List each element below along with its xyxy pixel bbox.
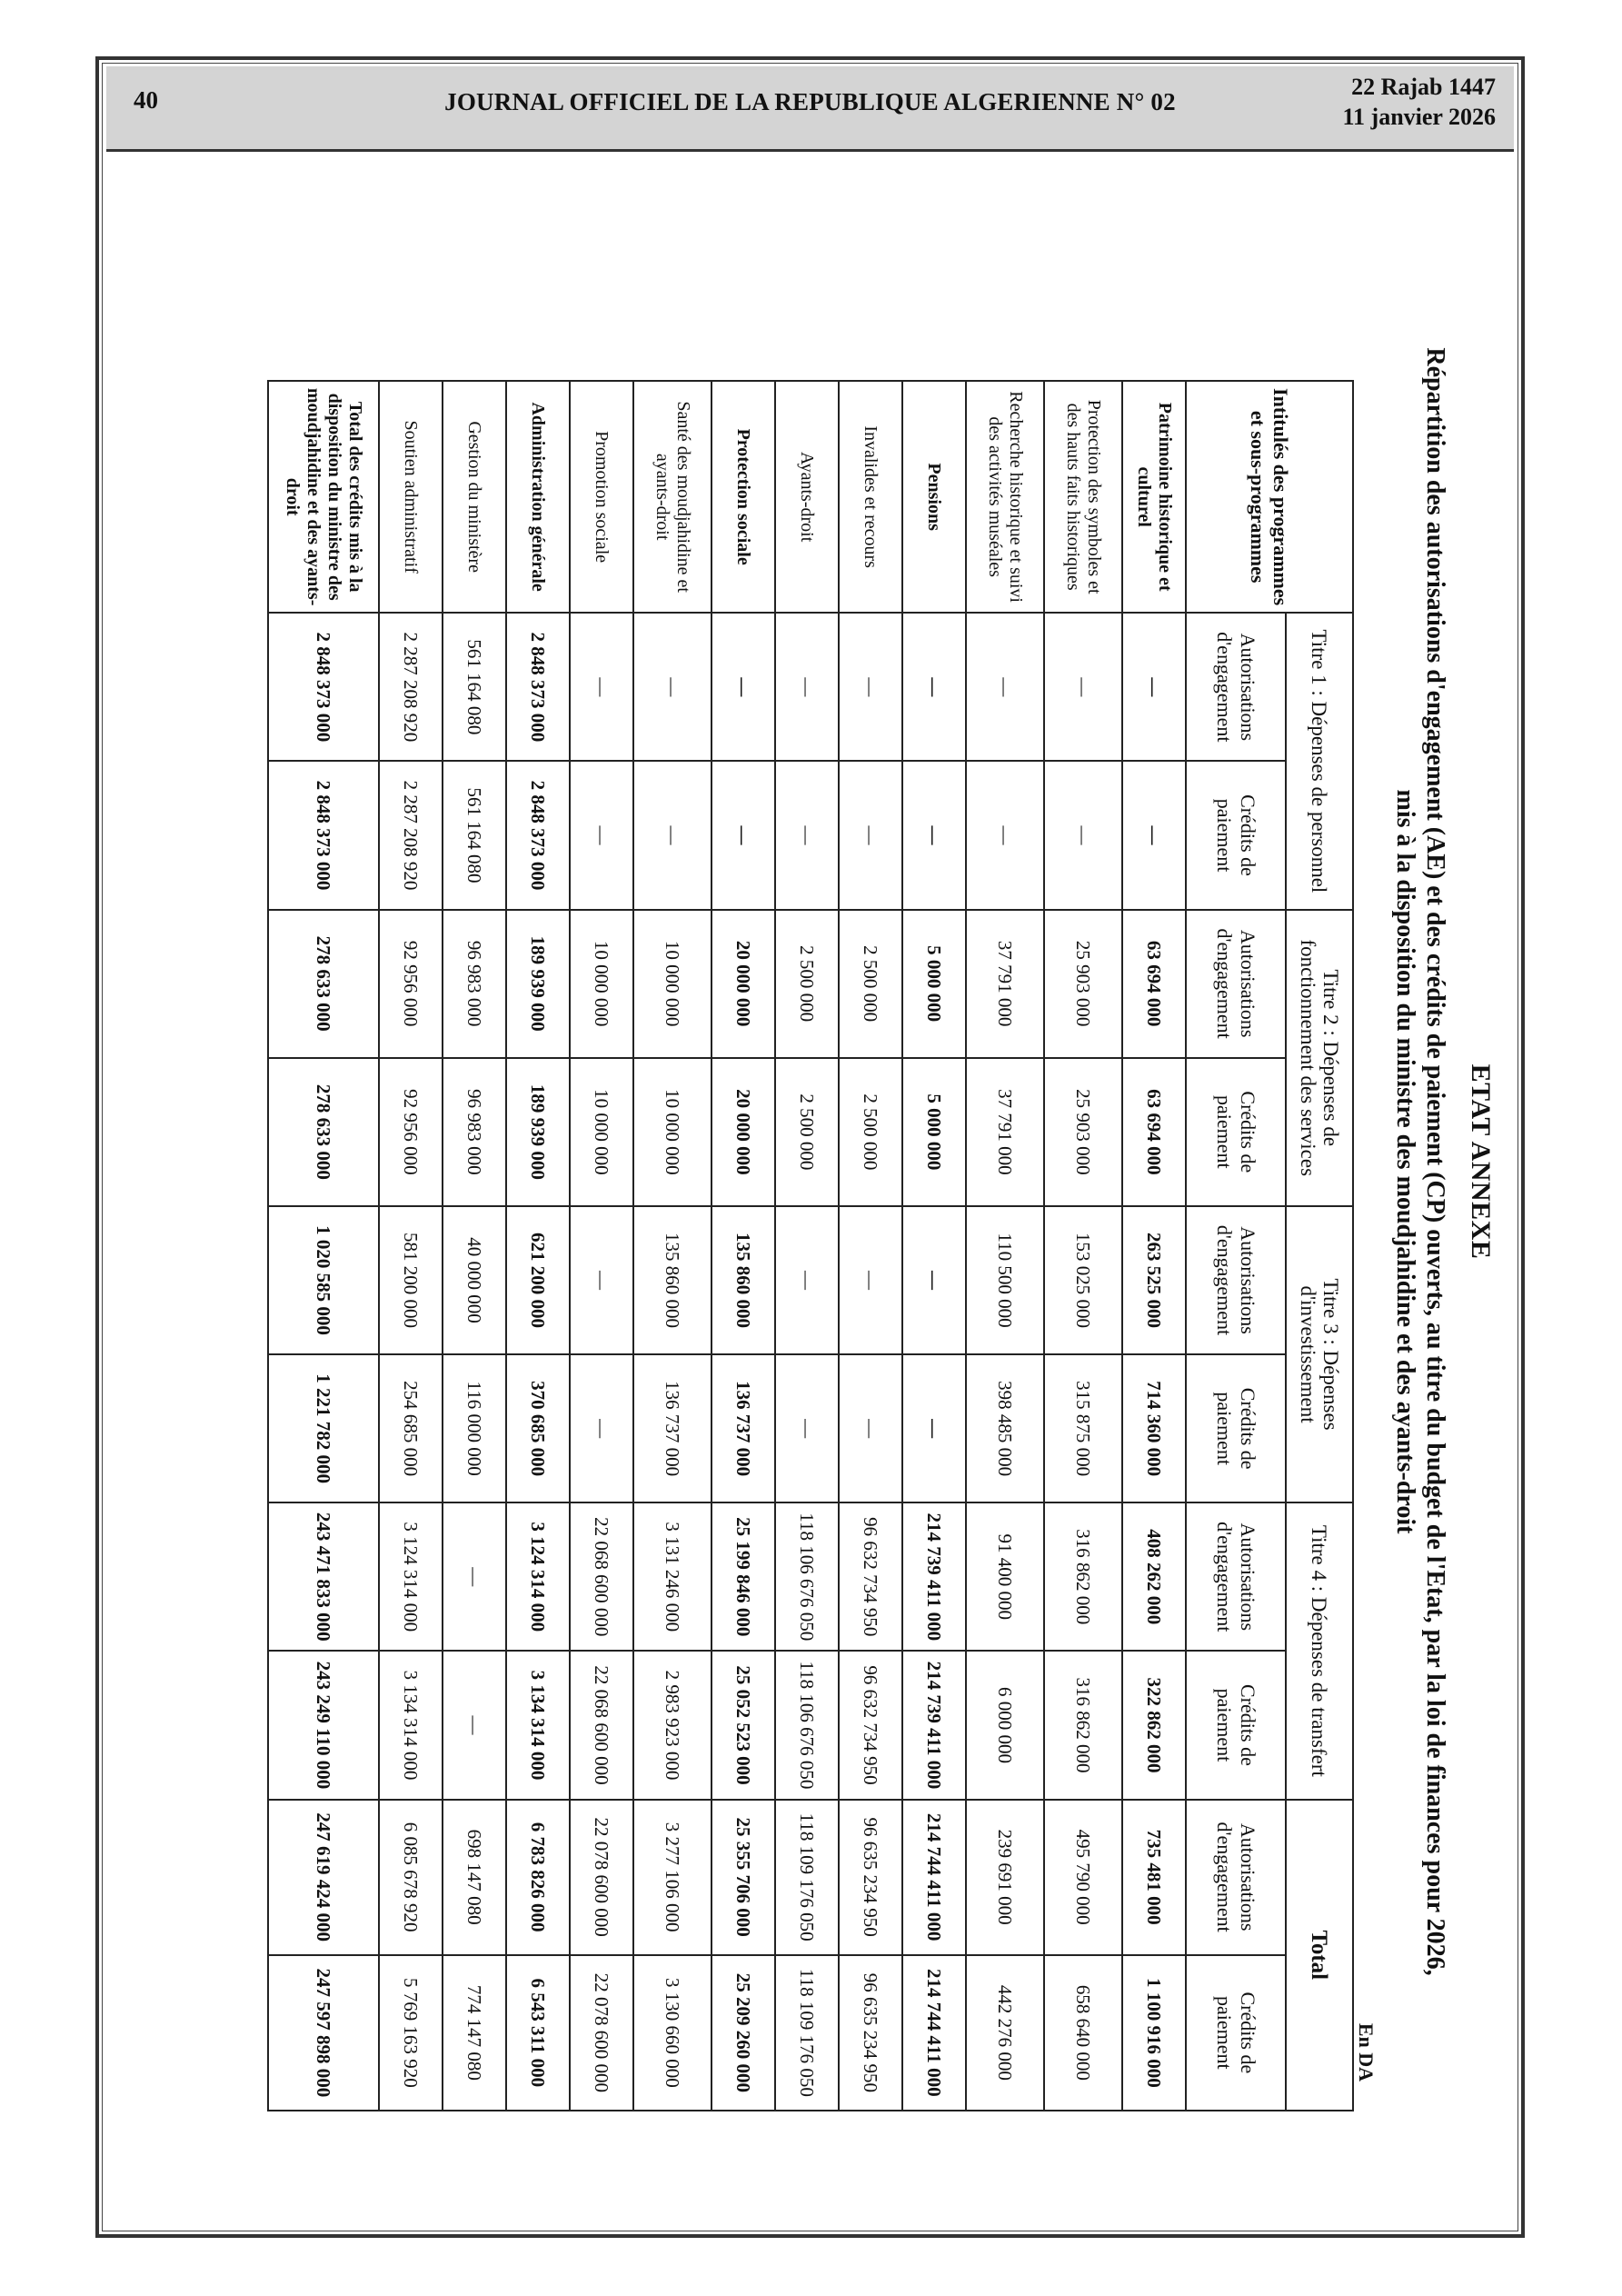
table-row (506, 381, 570, 2111)
cp-cell: 2 848 373 000 (268, 761, 379, 909)
ae-cell: 239 691 000 (966, 1800, 1044, 1955)
ae-cell: 408 262 000 (1122, 1502, 1186, 1651)
date-hijri: 22 Rajab 1447 (1351, 74, 1496, 100)
cp-cell: 3 134 314 000 (506, 1651, 570, 1799)
cp-cell: — (443, 1651, 506, 1799)
cp-cell: — (902, 761, 966, 909)
sub-header-cp: Crédits de paiement (1186, 1651, 1286, 1799)
ae-cell: 735 481 000 (1122, 1800, 1186, 1955)
cp-cell: 315 875 000 (1044, 1354, 1122, 1502)
ae-cell: 63 694 000 (1122, 910, 1186, 1058)
cp-cell: — (839, 761, 902, 909)
ae-cell: 3 131 246 000 (633, 1502, 711, 1651)
cp-cell: 1 221 782 000 (268, 1354, 379, 1502)
group-header-titre3: Titre 3 : Dépenses d'investissement (1286, 1206, 1353, 1502)
annex-title: ETAT ANNEXE (1466, 1063, 1496, 1260)
unit-label: En DA (1355, 2022, 1378, 2081)
cp-cell: 22 078 600 000 (570, 1955, 633, 2111)
cp-cell: 96 635 234 950 (839, 1955, 902, 2111)
cp-cell: 3 134 314 000 (379, 1651, 443, 1799)
ae-cell: 278 633 000 (268, 910, 379, 1058)
cp-cell: 92 956 000 (379, 1058, 443, 1206)
ae-cell: 5 000 000 (902, 910, 966, 1058)
ae-cell: 243 471 833 000 (268, 1502, 379, 1651)
ae-cell: 92 956 000 (379, 910, 443, 1058)
cp-cell: — (1044, 761, 1122, 909)
ae-cell: 3 124 314 000 (506, 1502, 570, 1651)
budget-table (267, 380, 1354, 2111)
table-row (379, 381, 443, 2111)
cp-cell: — (839, 1354, 902, 1502)
ae-cell: — (839, 1206, 902, 1354)
table-row (775, 381, 839, 2111)
cp-cell: 658 640 000 (1044, 1955, 1122, 2111)
ae-cell: 22 078 600 000 (570, 1800, 633, 1955)
ae-cell: — (633, 613, 711, 761)
cp-cell: 2 500 000 (839, 1058, 902, 1206)
cp-cell: — (570, 1354, 633, 1502)
ae-cell: 110 500 000 (966, 1206, 1044, 1354)
cp-cell: 316 862 000 (1044, 1651, 1122, 1799)
sub-header-cp: Crédits de paiement (1186, 761, 1286, 909)
cp-cell: 442 276 000 (966, 1955, 1044, 2111)
annex-subtitle (1390, 216, 1450, 2107)
sub-header-cp: Crédits de paiement (1186, 1354, 1286, 1502)
cp-cell: 214 744 411 000 (902, 1955, 966, 2111)
ae-cell: — (1122, 613, 1186, 761)
total-row (268, 381, 379, 2111)
cp-cell: — (570, 761, 633, 909)
cp-cell: 561 164 080 (443, 761, 506, 909)
cp-cell: — (1122, 761, 1186, 909)
cp-cell: — (633, 761, 711, 909)
cp-cell: — (966, 761, 1044, 909)
table-row (633, 381, 711, 2111)
ae-cell: 6 085 678 920 (379, 1800, 443, 1955)
table-row (711, 381, 775, 2111)
cp-cell: 10 000 000 (570, 1058, 633, 1206)
sub-header-ae: Autorisations d'engagement (1186, 910, 1286, 1058)
row-label: Protection sociale (711, 381, 775, 613)
ae-cell: 6 783 826 000 (506, 1800, 570, 1955)
journal-title: JOURNAL OFFICIEL DE LA REPUBLIQUE ALGERIENNE N° 02 (444, 88, 1176, 115)
ae-cell: 118 106 676 050 (775, 1502, 839, 1651)
cp-cell: 10 000 000 (633, 1058, 711, 1206)
cp-cell: 118 109 176 050 (775, 1955, 839, 2111)
cp-cell: 6 000 000 (966, 1651, 1044, 1799)
cp-cell: 322 862 000 (1122, 1651, 1186, 1799)
cp-cell: 20 000 000 (711, 1058, 775, 1206)
cp-cell: 22 068 600 000 (570, 1651, 633, 1799)
ae-cell: — (570, 1206, 633, 1354)
row-label: Total des crédits mis à la disposition du ministre des moudjahidine et des ayants-droit (268, 381, 379, 613)
cp-cell: 370 685 000 (506, 1354, 570, 1502)
row-label: Gestion du ministère (443, 381, 506, 613)
ae-cell: — (711, 613, 775, 761)
ae-cell: 698 147 080 (443, 1800, 506, 1955)
cp-cell: 2 983 923 000 (633, 1651, 711, 1799)
ae-cell: 495 790 000 (1044, 1800, 1122, 1955)
table-row (1122, 381, 1186, 2111)
ae-cell: 153 025 000 (1044, 1206, 1122, 1354)
sub-header-ae: Autorisations d'engagement (1186, 613, 1286, 761)
ae-cell: — (570, 613, 633, 761)
cp-cell: 254 685 000 (379, 1354, 443, 1502)
ae-cell: 561 164 080 (443, 613, 506, 761)
cp-cell: 214 739 411 000 (902, 1651, 966, 1799)
rotated-annex (171, 162, 1516, 2161)
page-header (106, 66, 1514, 152)
row-label: Pensions (902, 381, 966, 613)
group-header-total: Total (1286, 1800, 1353, 2111)
sub-header-ae: Autorisations d'engagement (1186, 1206, 1286, 1354)
ae-cell: 3 124 314 000 (379, 1502, 443, 1651)
cp-cell: 63 694 000 (1122, 1058, 1186, 1206)
table-row (1044, 381, 1122, 2111)
annex-subtitle-line2: mis à la disposition du ministre des moudjahidine et des ayants-droit (1391, 789, 1419, 1534)
row-label: Protection des symboles et des hauts faits historiques (1044, 381, 1122, 613)
cp-cell: 2 287 208 920 (379, 761, 443, 909)
ae-cell: 581 200 000 (379, 1206, 443, 1354)
sub-header-row (1186, 381, 1286, 2111)
table-row (966, 381, 1044, 2111)
ae-cell: — (902, 613, 966, 761)
ae-cell: 91 400 000 (966, 1502, 1044, 1651)
ae-cell: — (1044, 613, 1122, 761)
cp-cell: 116 000 000 (443, 1354, 506, 1502)
cp-cell: — (775, 1354, 839, 1502)
ae-cell: 118 109 176 050 (775, 1800, 839, 1955)
ae-cell: 22 068 600 000 (570, 1502, 633, 1651)
cp-cell: 278 633 000 (268, 1058, 379, 1206)
cp-cell: — (775, 761, 839, 909)
ae-cell: 25 199 846 000 (711, 1502, 775, 1651)
cp-cell: 25 903 000 (1044, 1058, 1122, 1206)
ae-cell: 2 500 000 (775, 910, 839, 1058)
cp-cell: — (711, 761, 775, 909)
ae-cell: 2 287 208 920 (379, 613, 443, 761)
cp-cell: 25 209 260 000 (711, 1955, 775, 2111)
ae-cell: 10 000 000 (633, 910, 711, 1058)
cp-cell: 96 632 734 950 (839, 1651, 902, 1799)
row-label: Invalides et recours (839, 381, 902, 613)
ae-cell: 96 632 734 950 (839, 1502, 902, 1651)
sub-header-ae: Autorisations d'engagement (1186, 1800, 1286, 1955)
ae-cell: 214 739 411 000 (902, 1502, 966, 1651)
cp-cell: 118 106 676 050 (775, 1651, 839, 1799)
table-row (902, 381, 966, 2111)
ae-cell: 214 744 411 000 (902, 1800, 966, 1955)
table-row (570, 381, 633, 2111)
cp-cell: 25 052 523 000 (711, 1651, 775, 1799)
cp-cell: 243 249 110 000 (268, 1651, 379, 1799)
cp-cell: 2 500 000 (775, 1058, 839, 1206)
row-label: Administration générale (506, 381, 570, 613)
ae-cell: 189 939 000 (506, 910, 570, 1058)
group-header-row (1286, 381, 1353, 2111)
ae-cell: — (966, 613, 1044, 761)
cp-cell: 136 737 000 (633, 1354, 711, 1502)
cp-cell: 2 848 373 000 (506, 761, 570, 909)
row-label: Soutien administratif (379, 381, 443, 613)
ae-cell: — (775, 613, 839, 761)
group-header-titre2: Titre 2 : Dépenses de fonctionnement des services (1286, 910, 1353, 1206)
ae-cell: 40 000 000 (443, 1206, 506, 1354)
ae-cell: 1 020 585 000 (268, 1206, 379, 1354)
ae-cell: 621 200 000 (506, 1206, 570, 1354)
ae-cell: — (902, 1206, 966, 1354)
cp-cell: 189 939 000 (506, 1058, 570, 1206)
group-header-titre4: Titre 4 : Dépenses de transfert (1286, 1502, 1353, 1799)
ae-cell: 263 525 000 (1122, 1206, 1186, 1354)
sub-header-ae: Autorisations d'engagement (1186, 1502, 1286, 1651)
ae-cell: 2 848 373 000 (268, 613, 379, 761)
cp-cell: 774 147 080 (443, 1955, 506, 2111)
cp-cell: — (902, 1354, 966, 1502)
row-label: Patrimoine historique et culturel (1122, 381, 1186, 613)
page-number: 40 (134, 86, 158, 114)
cp-cell: 5 769 163 920 (379, 1955, 443, 2111)
ae-cell: 96 983 000 (443, 910, 506, 1058)
ae-cell: 25 903 000 (1044, 910, 1122, 1058)
date-gregorian: 11 janvier 2026 (1342, 104, 1496, 130)
annex-subtitle-line1: Répartition des autorisations d'engagement (AE) et des crédits de paiement (CP) ouverts, au titre du budget de l'Etat, par la loi de finances pour 2026, (1421, 347, 1449, 1976)
row-label: Ayants-droit (775, 381, 839, 613)
ae-cell: 316 862 000 (1044, 1502, 1122, 1651)
ae-cell: 20 000 000 (711, 910, 775, 1058)
table-row (839, 381, 902, 2111)
ae-cell: 25 355 706 000 (711, 1800, 775, 1955)
label-column-header: Intitulés des programmes et sous-programmes (1186, 381, 1353, 613)
ae-cell: 135 860 000 (633, 1206, 711, 1354)
ae-cell: 96 635 234 950 (839, 1800, 902, 1955)
cp-cell: 37 791 000 (966, 1058, 1044, 1206)
group-header-titre1: Titre 1 : Dépenses de personnel (1286, 613, 1353, 909)
ae-cell: 3 277 106 000 (633, 1800, 711, 1955)
budget-table-body (268, 381, 1186, 2111)
ae-cell: — (443, 1502, 506, 1651)
ae-cell: 2 848 373 000 (506, 613, 570, 761)
ae-cell: 37 791 000 (966, 910, 1044, 1058)
cp-cell: 96 983 000 (443, 1058, 506, 1206)
cp-cell: 398 485 000 (966, 1354, 1044, 1502)
cp-cell: 714 360 000 (1122, 1354, 1186, 1502)
row-label: Recherche historique et suivi des activités muséales (966, 381, 1044, 613)
ae-cell: — (839, 613, 902, 761)
ae-cell: 2 500 000 (839, 910, 902, 1058)
ae-cell: 10 000 000 (570, 910, 633, 1058)
row-label: Santé des moudjahidine et ayants-droit (633, 381, 711, 613)
sub-header-cp: Crédits de paiement (1186, 1058, 1286, 1206)
ae-cell: 135 860 000 (711, 1206, 775, 1354)
cp-cell: 136 737 000 (711, 1354, 775, 1502)
sub-header-cp: Crédits de paiement (1186, 1955, 1286, 2111)
cp-cell: 1 100 916 000 (1122, 1955, 1186, 2111)
cp-cell: 6 543 311 000 (506, 1955, 570, 2111)
ae-cell: — (775, 1206, 839, 1354)
cp-cell: 3 130 660 000 (633, 1955, 711, 2111)
table-row (443, 381, 506, 2111)
issue-date (1342, 72, 1496, 132)
cp-cell: 5 000 000 (902, 1058, 966, 1206)
ae-cell: 247 619 424 000 (268, 1800, 379, 1955)
row-label: Promotion sociale (570, 381, 633, 613)
cp-cell: 247 597 898 000 (268, 1955, 379, 2111)
